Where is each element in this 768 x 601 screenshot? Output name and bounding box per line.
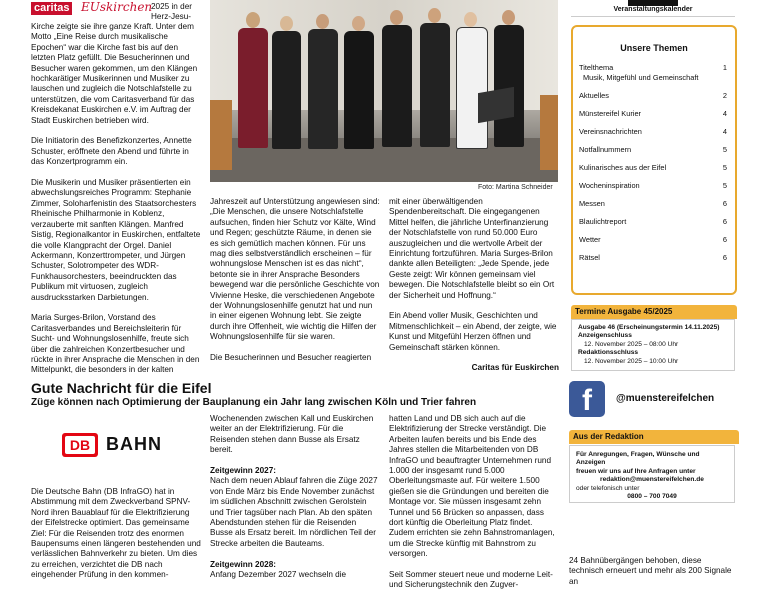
article-paragraph: Die Musikerin und Musiker präsentierten ein abwechslungsreiches Programm: Stephanie Zimmer, Soloharfenistin des Staatsorchesters Rheinische Philharmonie in Koblenz, verzauberte mit sanften Klängen. Manfred Sistig, Regionalkantor in Euskirchen, entfaltete die volle Klangpracht der Orgel. Daniel Ackermann, Konzerttrompeter, und Jürgen Schuster, Solotrompeter des WDR-Funkhausorchesters, beeindruckten das Publikum mit virtuosen, zugleich ausdrucksstarken Darbietungen. xyxy=(31,178,201,302)
themen-item-page: 4 xyxy=(722,109,727,118)
redaktion-email[interactable]: redaktion@muenstereifelchen.de xyxy=(600,476,704,484)
article-paragraph: Maria Surges-Brilon, Vorstand des Caritasverbandes und Bereichsleiterin für Sucht- und Wohnungslosenhilfe, freute sich über die zahlreichen Konzertbesucher und rückte in ihrer Ansprache die Menschen in den Mittelpunkt, die besonders in der kalten xyxy=(31,313,200,375)
themen-item-label: Kulinarisches aus der Eifel xyxy=(579,163,667,172)
themen-item-label: Aktuelles xyxy=(579,91,609,100)
article-paragraph: Die Besucherinnen und Besucher reagierten xyxy=(210,353,372,363)
themen-item-page: 2 xyxy=(722,91,727,100)
themen-item[interactable] xyxy=(579,199,727,208)
themen-box xyxy=(571,25,737,295)
themen-item-label: Messen xyxy=(579,199,605,208)
themen-item-page: 4 xyxy=(722,127,727,136)
themen-title: Unsere Themen xyxy=(620,43,688,53)
bahn-subheading: Zeitgewinn 2027: xyxy=(210,466,276,476)
article-paragraph: Ein Abend voller Musik, Geschichten und Mitmenschlichkeit – ein Abend, der zeigte, wie Kunst und Mitgefühl Herzen öffnen und Gemeinschaft stärken können. xyxy=(389,311,557,352)
caritas-logo: caritas xyxy=(31,2,72,15)
themen-item-page: 5 xyxy=(722,145,727,154)
redaktion-line: oder telefonisch unter xyxy=(576,484,640,492)
article-paragraph: hatten Land und DB sich auch auf die Elektrifizierung der Strecke verständigt. Die Arbeiten laufen bereits und bis Ende des Jahres stellen die Mitarbeitenden von DB InfraGO und beauftragter Unternehmen rund 1.000 der insgesamt rund 5.000 Oberleitungsmaste auf. Für weitere 1.500 gießen sie die Gründungen und bereiten die Montage vor. Sie müssen insgesamt zehn Tunnel und 56 Brücken so anpassen, dass dort künftig die Oberleitung Platz findet. Zudem errichten sie zehn Bahnstromanlagen, um die Strecke künftig mit Bahnstrom zu versorgen. xyxy=(389,414,555,559)
redaktion-line: Für Anregungen, Fragen, Wünsche und Anzeigen xyxy=(576,451,700,467)
redaktion-box xyxy=(569,445,735,503)
themen-item-label: Wocheninspiration xyxy=(579,181,640,190)
termine-line: Anzeigenschluss xyxy=(578,332,632,340)
themen-item-page: 5 xyxy=(722,181,727,190)
article-paragraph: Wochenenden zwischen Kall und Euskirchen weiter an der Elektrifizierung. Für die Reisenden stehen dann Busse als Ersatz bereit. xyxy=(210,414,374,455)
termine-line: Ausgabe 46 (Erscheinungstermin 14.11.2025) xyxy=(578,324,720,331)
facebook-handle[interactable]: @muenstereifelchen xyxy=(616,393,715,404)
db-wordmark: BAHN xyxy=(106,434,162,454)
themen-item[interactable] xyxy=(579,109,727,118)
bahn-headline: Gute Nachricht für die Eifel xyxy=(31,380,212,396)
article-right-column xyxy=(389,197,559,374)
themen-item[interactable] xyxy=(579,91,727,100)
themen-item-label: Rätsel xyxy=(579,253,600,262)
themen-item-page: 6 xyxy=(722,253,727,262)
db-logo-text: DB xyxy=(65,436,95,454)
concert-photo xyxy=(210,0,558,182)
themen-item-label: Blaulichtreport xyxy=(579,217,627,226)
themen-item[interactable] xyxy=(579,145,727,154)
termine-line: Redaktionsschluss xyxy=(578,349,639,357)
euskirchen-logo: EUskirchen xyxy=(81,0,153,14)
bahn-column-3 xyxy=(389,414,559,601)
bahn-subhead: Züge können nach Optimierung der Bauplanung ein Jahr lang zwischen Köln und Trier fahren xyxy=(31,397,477,408)
themen-item[interactable] xyxy=(579,73,727,82)
sidebar-top-banner-text: Veranstaltungskalender xyxy=(613,6,693,13)
article-paragraph: Kirche zeigte sie ihre ganze Kraft. Unter dem Motto „Eine Reise durch musikalische Epochen“ war die Kirche fast bis auf den letzten Platz gefüllt. Die Besucherinnen und Besucher waren gekommen, um den Klängen hochkarätiger Musikerinnen und Musiker zu lauschen und zugleich die Notschlafstelle zu unterstützen, die vom Caritasverband für das Kreisdekanat Euskirchen e.V. im Auftrag der Stadt Euskirchen betrieben wird. xyxy=(31,22,198,125)
themen-item-page: 6 xyxy=(722,217,727,226)
redaktion-phone: 0800 – 700 7049 xyxy=(627,493,677,501)
photo-caption: Foto: Martina Schneider xyxy=(478,184,553,191)
db-logo xyxy=(62,433,98,457)
termine-line: 12. November 2025 – 10:00 Uhr xyxy=(584,357,679,365)
termine-line: 12. November 2025 – 08:00 Uhr xyxy=(584,340,679,348)
themen-item[interactable] xyxy=(579,253,727,262)
bahn-subheading: Zeitgewinn 2028: xyxy=(210,559,276,569)
article-left-column xyxy=(31,0,201,386)
article-text-fragment: 2025 in der Herz-Jesu- xyxy=(151,2,192,22)
themen-item-page: 6 xyxy=(722,199,727,208)
themen-item-label: Münstereifel Kurier xyxy=(579,109,642,118)
redaktion-title: Aus der Redaktion xyxy=(569,430,739,444)
themen-item[interactable] xyxy=(579,181,727,190)
themen-item-label: Vereinsnachrichten xyxy=(579,127,642,136)
themen-item[interactable] xyxy=(579,63,727,72)
themen-item[interactable] xyxy=(579,163,727,172)
themen-item-label: Notfallnummern xyxy=(579,145,632,154)
facebook-icon[interactable]: f xyxy=(569,381,605,417)
themen-item-page: 5 xyxy=(722,163,727,172)
themen-item[interactable] xyxy=(579,127,727,136)
termine-title: Termine Ausgabe 45/2025 xyxy=(571,305,737,319)
sidebar-top-banner xyxy=(571,0,735,17)
themen-item[interactable] xyxy=(579,235,727,244)
themen-item[interactable] xyxy=(579,217,727,226)
themen-item-label: Titelthema xyxy=(579,63,614,72)
article-middle-column xyxy=(210,197,380,374)
article-paragraph: Nach dem neuen Ablauf fahren die Züge 2027 von Ende März bis Ende November zunächst im südlichen Abschnitt zwischen Gerolstein und Trier tagsüber nach Plan. Ab den späten Abendstunden stehen für die Reisenden Busse als Ersatz bereit. Im nördlichen Teil der Strecke arbeiten die Bauteams. xyxy=(210,476,378,548)
article-paragraph: Jahreszeit auf Unterstützung angewiesen sind: „Die Menschen, die unsere Notschlafstelle aufsuchen, finden hier Schutz vor Kälte, Wind und Regen; geschützte Räume, in denen sie es sich gemütlich machen können. Für uns mag dies selbstverständlich erscheinen – für wohnungslose Menschen ist es das nicht“, betonte sie in ihrer Ansprache Besonders bewegend war die persönliche Geschichte von Vivienne Heske, die verschiedenen Angebote der Wohnungslosenhilfe genutzt hat und nun in einer eigenen Wohnung lebt. Sie zeigte durch ihre Offenheit, wie wichtig die Hilfen der Wohnungslosenhilfe für sie waren. xyxy=(210,197,380,342)
article-paragraph: Anfang Dezember 2027 wechseln die xyxy=(210,570,347,580)
article-header-row xyxy=(31,0,201,22)
sidebar-bottom-text: 24 Bahnübergängen behoben, diese technisch erneuert und mehr als 200 Signale an xyxy=(569,556,732,586)
article-paragraph: Die Initiatorin des Benefizkonzertes, Annette Schuster, eröffnete den Abend und führte in das Konzertprogramm ein. xyxy=(31,136,192,167)
termine-box xyxy=(571,319,735,371)
themen-item-label: Musik, Mitgefühl und Gemeinschaft xyxy=(583,73,699,82)
bahn-column-1 xyxy=(31,487,201,591)
article-signature: Caritas für Euskirchen xyxy=(471,363,559,373)
redaktion-line: freuen wir uns auf Ihre Anfragen unter xyxy=(576,467,696,475)
article-paragraph: mit einer überwältigenden Spendenbereitschaft. Die eingegangenen Mittel helfen, die jährliche Unterfinanzierung der Notschlafstelle von rund 50.000 Euro auszugleichen und die wertvolle Arbeit der Einrichtung fortzuführen. Maria Surges-Brilon dankte allen Beteiligten: „Jede Spende, jede Geste zeigt: Wir können gemeinsam viel bewegen. Die Notschlafstelle bleibt so ein Ort der Sicherheit und Hoffnung.“ xyxy=(389,197,555,300)
article-paragraph: Seit Sommer steuert neue und moderne Leit- und Sicherungstechnik den Zugver- xyxy=(389,570,553,590)
themen-item-page: 1 xyxy=(722,63,727,72)
themen-item-label: Wetter xyxy=(579,235,601,244)
bahn-column-2 xyxy=(210,414,380,591)
themen-item-page: 6 xyxy=(722,235,727,244)
article-paragraph: Die Deutsche Bahn (DB InfraGO) hat in Abstimmung mit dem Zweckverband SPNV-Nord ihren Bauablauf für die Elektrifizierung der Eifelstrecke optimiert. Das gemeinsame Ziel: Für die Reisenden trotz des enormen Baupensums einen längeren bestehenden und verlässlichen Bahnverkehr zu bieten. Um dies zu erreichen, verzichtet die DB nach eingehender Prüfung in den kommen- xyxy=(31,487,201,580)
